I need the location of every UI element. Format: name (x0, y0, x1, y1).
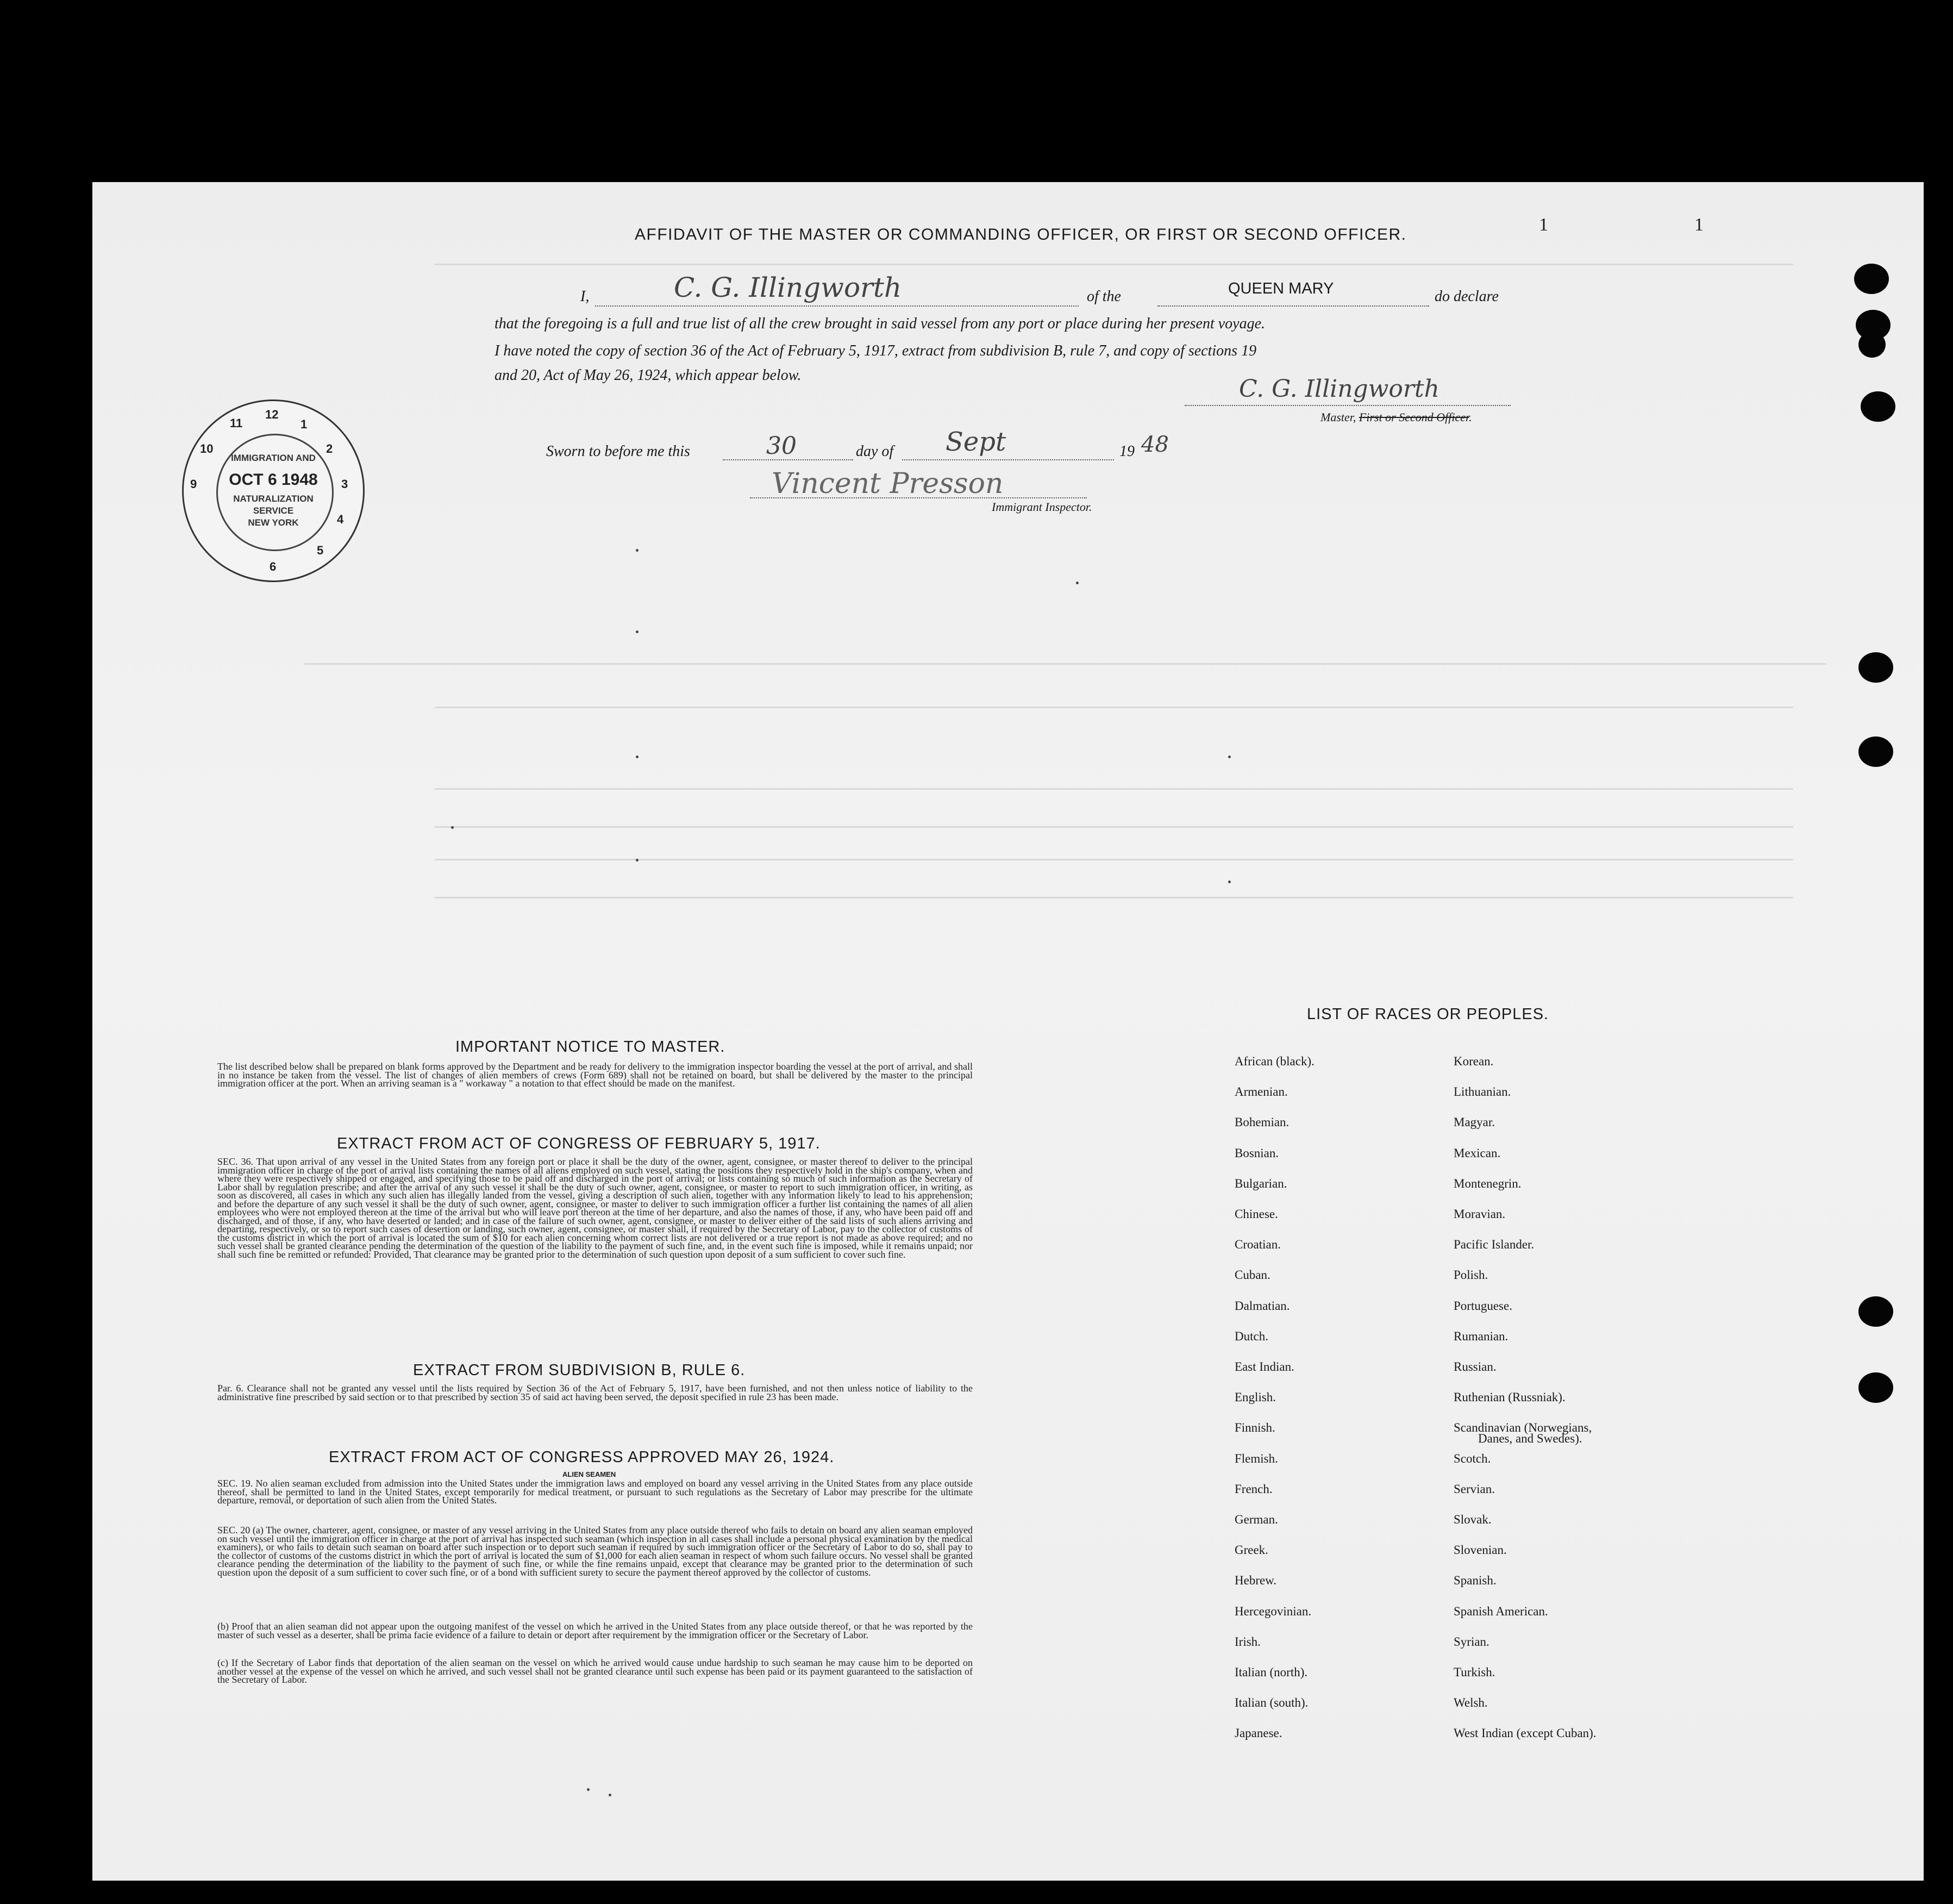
extract-1924-sec20c: (c) If the Secretary of Labor finds that deportation of the alien seaman on the vessel on which he arrived would cause undue hardship to such seaman he may cause him to be deported on another vessel at the expense of the vessel on which he arrived, and such vessel shall not be granted clearance until such expense has been paid or its payment guaranteed to the satisfaction of the Secretary of Labor. (217, 1657, 973, 1685)
race-item: Scotch. (1454, 1452, 1491, 1465)
race-item: East Indian. (1235, 1360, 1294, 1374)
race-item: Slovak. (1454, 1513, 1492, 1526)
race-item: Chinese. (1235, 1207, 1278, 1221)
race-item: Bulgarian. (1235, 1177, 1287, 1190)
race-item: Polish. (1454, 1268, 1488, 1282)
year-suffix: 48 (1141, 432, 1169, 457)
race-item: Welsh. (1454, 1696, 1488, 1709)
race-item: Hercegovinian. (1235, 1605, 1312, 1618)
race-item: Russian. (1454, 1360, 1497, 1374)
race-item: French. (1235, 1482, 1273, 1496)
punch-hole (1858, 332, 1886, 358)
stray-mark (636, 549, 639, 552)
race-item: Slovenian. (1454, 1543, 1507, 1557)
stamp-clock-number: 11 (230, 416, 243, 430)
race-item: Greek. (1235, 1543, 1268, 1557)
important-notice-text: The list described below shall be prepared on blank forms approved by the Department and be ready for delivery to the immigration inspector boarding the vessel at the port of arrival, and shall in no instance be taken from the vessel. The list of changes of alien members of crews (Form 689) shall not be retained on board, but shall be delivered by the master to the principal immigration officer at the port. When an arriving seaman is a " workaway " a notation to that effect should be made on the manifest. (217, 1061, 973, 1089)
race-item: Magyar. (1454, 1115, 1495, 1129)
stamp-line-3: SERVICE (253, 505, 294, 516)
extract-1924-subtitle: ALIEN SEAMEN (562, 1470, 616, 1478)
stamp-line-2: NATURALIZATION (233, 494, 314, 504)
officer-signature: C. G. Illingworth (674, 272, 902, 303)
stray-mark (451, 826, 454, 829)
race-item: Italian (south). (1235, 1696, 1309, 1709)
stamp-clock-number: 6 (270, 560, 277, 573)
stray-mark (636, 859, 639, 862)
punch-hole (1854, 264, 1889, 294)
affidavit-title: AFFIDAVIT OF THE MASTER OR COMMANDING OFFICER, OR FIRST OR SECOND OFFICER. (635, 226, 1407, 244)
stray-mark (587, 1788, 590, 1791)
race-item: Portuguese. (1454, 1299, 1512, 1313)
extract-1917-title: EXTRACT FROM ACT OF CONGRESS OF FEBRUARY 5, 1917. (337, 1135, 821, 1152)
day-of-label: day of (856, 443, 894, 460)
stamp-inner-ring (216, 434, 334, 551)
race-item: Ruthenian (Russniak). (1454, 1390, 1566, 1404)
extract-1924-title: EXTRACT FROM ACT OF CONGRESS APPROVED MAY 26, 1924. (329, 1449, 835, 1466)
master-signature-line (1185, 405, 1511, 406)
bleed-through-line (304, 663, 1826, 665)
punch-hole (1858, 736, 1893, 767)
stray-mark (609, 1794, 611, 1796)
declaration-line-4: and 20, Act of May 26, 1924, which appear below. (494, 367, 802, 384)
important-notice-title: IMPORTANT NOTICE TO MASTER. (455, 1038, 725, 1056)
race-item: Armenian. (1235, 1085, 1288, 1098)
sworn-month: Sept (946, 427, 1006, 457)
bleed-through-line (435, 788, 1793, 790)
declaration-line-3: I have noted the copy of section 36 of the Act of February 5, 1917, extract from subdivision B, rule 7, and copy of sections 19 (494, 342, 1257, 359)
margin-tick: 1 (1539, 215, 1548, 235)
inspector-caption: Immigrant Inspector. (992, 500, 1092, 514)
sworn-label: Sworn to before me this (546, 443, 690, 460)
race-item: Spanish American. (1454, 1605, 1548, 1618)
race-item: Irish. (1235, 1635, 1261, 1649)
stray-mark (636, 756, 639, 758)
i-label: I, (580, 288, 590, 305)
of-the-label: of the (1087, 288, 1121, 305)
race-item: Servian. (1454, 1482, 1495, 1496)
master-caption-struck: First or Second Officer (1359, 410, 1469, 424)
race-item: African (black). (1235, 1054, 1314, 1068)
race-item: Scandinavian (Norwegians, (1454, 1421, 1592, 1434)
punch-hole (1858, 652, 1893, 683)
race-item: Bosnian. (1235, 1146, 1279, 1160)
stray-mark (1076, 582, 1079, 584)
race-item: Dalmatian. (1235, 1299, 1290, 1313)
race-item: Bohemian. (1235, 1115, 1290, 1129)
race-item: English. (1235, 1390, 1276, 1404)
immigration-date-stamp (182, 399, 365, 582)
stamp-date: OCT 6 1948 (229, 471, 318, 489)
extract-1924-sec19: SEC. 19. No alien seaman excluded from admission into the United States under the immigration laws and employed on board any vessel arriving in the United States from any place outside thereof, shall be permitted to land in the United States, except temporarily for medical treatment, or pursuant to such regulations as the Secretary of Labor may prescribe for the ultimate departure, removal, or deportation of such alien from the United States. (217, 1478, 973, 1506)
race-item: Japanese. (1235, 1726, 1282, 1740)
race-item: Montenegrin. (1454, 1177, 1522, 1190)
race-item: West Indian (except Cuban). (1454, 1726, 1597, 1740)
race-item: Korean. (1454, 1054, 1494, 1068)
stray-mark (1228, 881, 1231, 883)
master-signature: C. G. Illingworth (1239, 375, 1439, 403)
punch-hole (1861, 391, 1895, 422)
stamp-clock-number: 12 (265, 408, 279, 421)
vessel-line (1157, 305, 1429, 307)
stray-mark (1228, 756, 1231, 758)
race-item: Dutch. (1235, 1329, 1268, 1343)
vessel-name: QUEEN MARY (1228, 280, 1334, 297)
stamp-clock-number: 9 (190, 477, 197, 491)
stamp-clock-number: 5 (317, 544, 324, 557)
race-item: Syrian. (1454, 1635, 1489, 1649)
bleed-through-line (435, 897, 1793, 898)
stamp-line-4: NEW YORK (248, 517, 299, 528)
race-item: Pacific Islander. (1454, 1238, 1535, 1251)
stamp-clock-number: 4 (337, 513, 344, 526)
inspector-signature: Vincent Presson (772, 467, 1004, 500)
sworn-day: 30 (766, 432, 797, 460)
race-item: Mexican. (1454, 1146, 1501, 1160)
master-caption-master: Master, (1320, 410, 1359, 424)
master-caption (1320, 410, 1472, 425)
stamp-clock-number: 3 (341, 477, 348, 491)
race-item: German. (1235, 1513, 1278, 1526)
master-caption-end: . (1469, 410, 1472, 424)
declaration-line-2: that the foregoing is a full and true list of all the crew brought in said vessel from any port or place during her present voyage. (494, 315, 1266, 332)
stamp-line-1: IMMIGRATION AND (231, 453, 316, 463)
extract-1924-sec20a: SEC. 20 (a) The owner, charterer, agent, consignee, or master of any vessel arriving in the United States from any place outside thereof who fails to detain on board any alien seaman employed on such vessel until the immigration officer in charge at the port of arrival has inspected such seaman (which inspection in all cases shall include a personal physical examination by the medical examiners), or who fails to detain such seaman on board after such inspection or to deport such seaman if required by such immigration officer or the Secretary of Labor to do so, shall pay to the collector of customs of the customs district in which the port of arrival is located the sum of $1,000 for each alien seaman in respect of whom such failure occurs. No vessel shall be granted clearance pending the determination of the liability to the payment of such fine, or while the fine remains unpaid, except that clearance may be granted prior to the determination of such question upon the deposit of a sum sufficient to cover such fine, or of a bond with sufficient surety to secure the payment thereof approved by the collector of customs. (217, 1525, 973, 1578)
race-item-continuation: Danes, and Swedes). (1478, 1432, 1582, 1445)
race-item: Flemish. (1235, 1452, 1278, 1465)
stamp-clock-number: 2 (326, 442, 333, 455)
sworn-month-line (902, 459, 1114, 460)
race-item: Finnish. (1235, 1421, 1275, 1434)
race-item: Hebrew. (1235, 1574, 1277, 1587)
race-item: Rumanian. (1454, 1329, 1508, 1343)
margin-tick: 1 (1694, 215, 1704, 235)
punch-hole (1858, 1296, 1893, 1327)
stray-mark (636, 630, 639, 633)
bleed-through-line (435, 859, 1793, 860)
bleed-through-line (435, 826, 1793, 828)
extract-1917-text: SEC. 36. That upon arrival of any vessel in the United States from any foreign port or place it shall be the duty of the owner, agent, consignee, or master thereof to deliver to the principal immigration officer in charge of the port of arrival lists containing the names of all aliens employed on such vessel, stating the positions they respectively hold in the ship's company, when and where they were respectively shipped or engaged, and specifying those to be paid off and discharged in the port of arrival; or lists containing so much of such information as the Secretary of Labor shall by regulation prescribe; and after the arrival of any such vessel it shall be the duty of such owner, agent, consignee, or master to report to such immigration officer, in writing, as soon as discovered, all cases in which any such alien has illegally landed from the vessel, giving a description of such alien, together with any information likely to lead to his apprehension; and before the departure of any such vessel it shall be the duty of such owner, agent, consignee, or master to deliver to such immigration officer a further list containing the names of all alien employees who were not employed thereon at the time of the arrival but who will leave port thereon at the time of her departure, and also the names of those, if any, who have been paid off and discharged, and of those, if any, who have deserted or landed; and in case of the failure of such owner, agent, consignee, or master to deliver either of the said lists of such aliens arriving and departing, respectively, or so to report such cases of desertion or landing, such owner, agent, consignee, or master shall, if required by the Secretary of Labor, pay to the collector of customs of the customs district in which the port of arrival is located the sum of $10 for each alien concerning whom correct lists are not delivered or a true report is not made as above required; and no such vessel shall be granted clearance pending the determination of the question of the liability to the payment of such fine, and, in the event such fine is imposed, while it remains unpaid; nor shall such fine be remitted or refunded: Provided, That clearance may be granted prior to the determination of such question upon deposit of a sum sufficient to cover such fine. (217, 1156, 973, 1260)
race-item: Croatian. (1235, 1238, 1281, 1251)
extract-1924-sec20b: (b) Proof that an alien seaman did not appear upon the outgoing manifest of the vessel on which he arrived in the United States from any place outside thereof, or that he was reported by the master of such vessel as a deserter, shall be prima facie evidence of a failure to detain or deport after requirement by the immigration officer or the Secretary of Labor. (217, 1621, 973, 1640)
extract-rule6-text: Par. 6. Clearance shall not be granted any vessel until the lists required by Section 36 of the Act of February 5, 1917, have been furnished, and not then unless notice of liability to the administrative fine prescribed by said section or to that prescribed by section 35 of said act having been served, the deposit specified in rule 23 has been made. (217, 1383, 973, 1402)
race-item: Moravian. (1454, 1207, 1506, 1221)
punch-hole (1858, 1372, 1893, 1403)
races-list-title: LIST OF RACES OR PEOPLES. (1307, 1006, 1549, 1023)
race-item: Lithuanian. (1454, 1085, 1511, 1098)
year-prefix: 19 (1119, 443, 1135, 460)
race-item: Spanish. (1454, 1574, 1497, 1587)
stamp-clock-number: 10 (200, 442, 214, 455)
bleed-through-line (435, 264, 1793, 265)
do-declare-label: do declare (1435, 288, 1499, 305)
race-item: Cuban. (1235, 1268, 1270, 1282)
race-item: Turkish. (1454, 1665, 1495, 1679)
race-item: Italian (north). (1235, 1665, 1308, 1679)
inspector-signature-line (750, 497, 1087, 498)
stamp-clock-number: 1 (301, 417, 308, 431)
officer-name-line (595, 305, 1079, 307)
bleed-through-line (435, 707, 1793, 708)
extract-rule6-title: EXTRACT FROM SUBDIVISION B, RULE 6. (413, 1362, 746, 1379)
